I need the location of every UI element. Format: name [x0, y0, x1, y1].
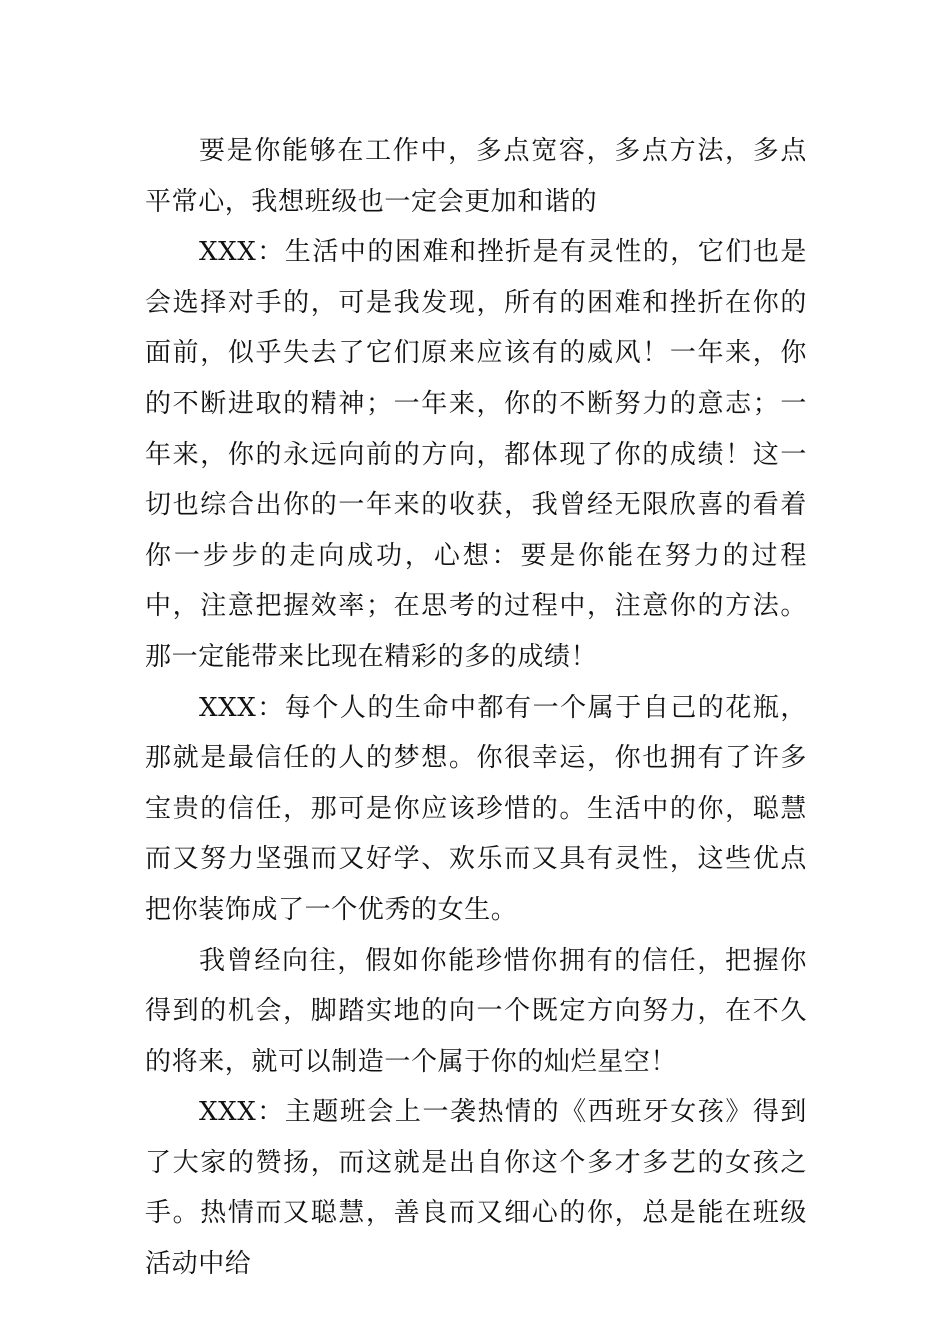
- paragraph-2: XXX：生活中的困难和挫折是有灵性的，它们也是会选择对手的，可是我发现，所有的困难和挫折在你的面前，似乎失去了它们原来应该有的威风！一年来，你的不断进取的精神；一年来，你的不断努力的意志；一年来，你的永远向前的方向，都体现了你的成绩！这一切也综合出你的一年来的收获，我曾经无限欣喜的看着你一步步的走向成功，心想：要是你能在努力的过程中，注意把握效率；在思考的过程中，注意你的方法。那一定能带来比现在精彩的多的成绩！: [145, 237, 807, 672]
- paragraph-1: 要是你能够在工作中，多点宽容，多点方法，多点平常心，我想班级也一定会更加和谐的: [145, 136, 807, 217]
- paragraph-5: XXX：主题班会上一袭热情的《西班牙女孩》得到了大家的赞扬，而这就是出自你这个多才多艺的女孩之手。热情而又聪慧，善良而又细心的你，总是能在班级活动中给: [145, 1097, 807, 1280]
- paragraph-4: 我曾经向往，假如你能珍惜你拥有的信任，把握你得到的机会，脚踏实地的向一个既定方向努力，在不久的将来，就可以制造一个属于你的灿烂星空！: [145, 945, 807, 1077]
- document-body: [145, 126, 807, 1290]
- paragraph-3: XXX：每个人的生命中都有一个属于自己的花瓶，那就是最信任的人的梦想。你很幸运，你也拥有了许多宝贵的信任，那可是你应该珍惜的。生活中的你，聪慧而又努力坚强而又好学、欢乐而又具有灵性，这些优点把你装饰成了一个优秀的女生。: [145, 692, 807, 925]
